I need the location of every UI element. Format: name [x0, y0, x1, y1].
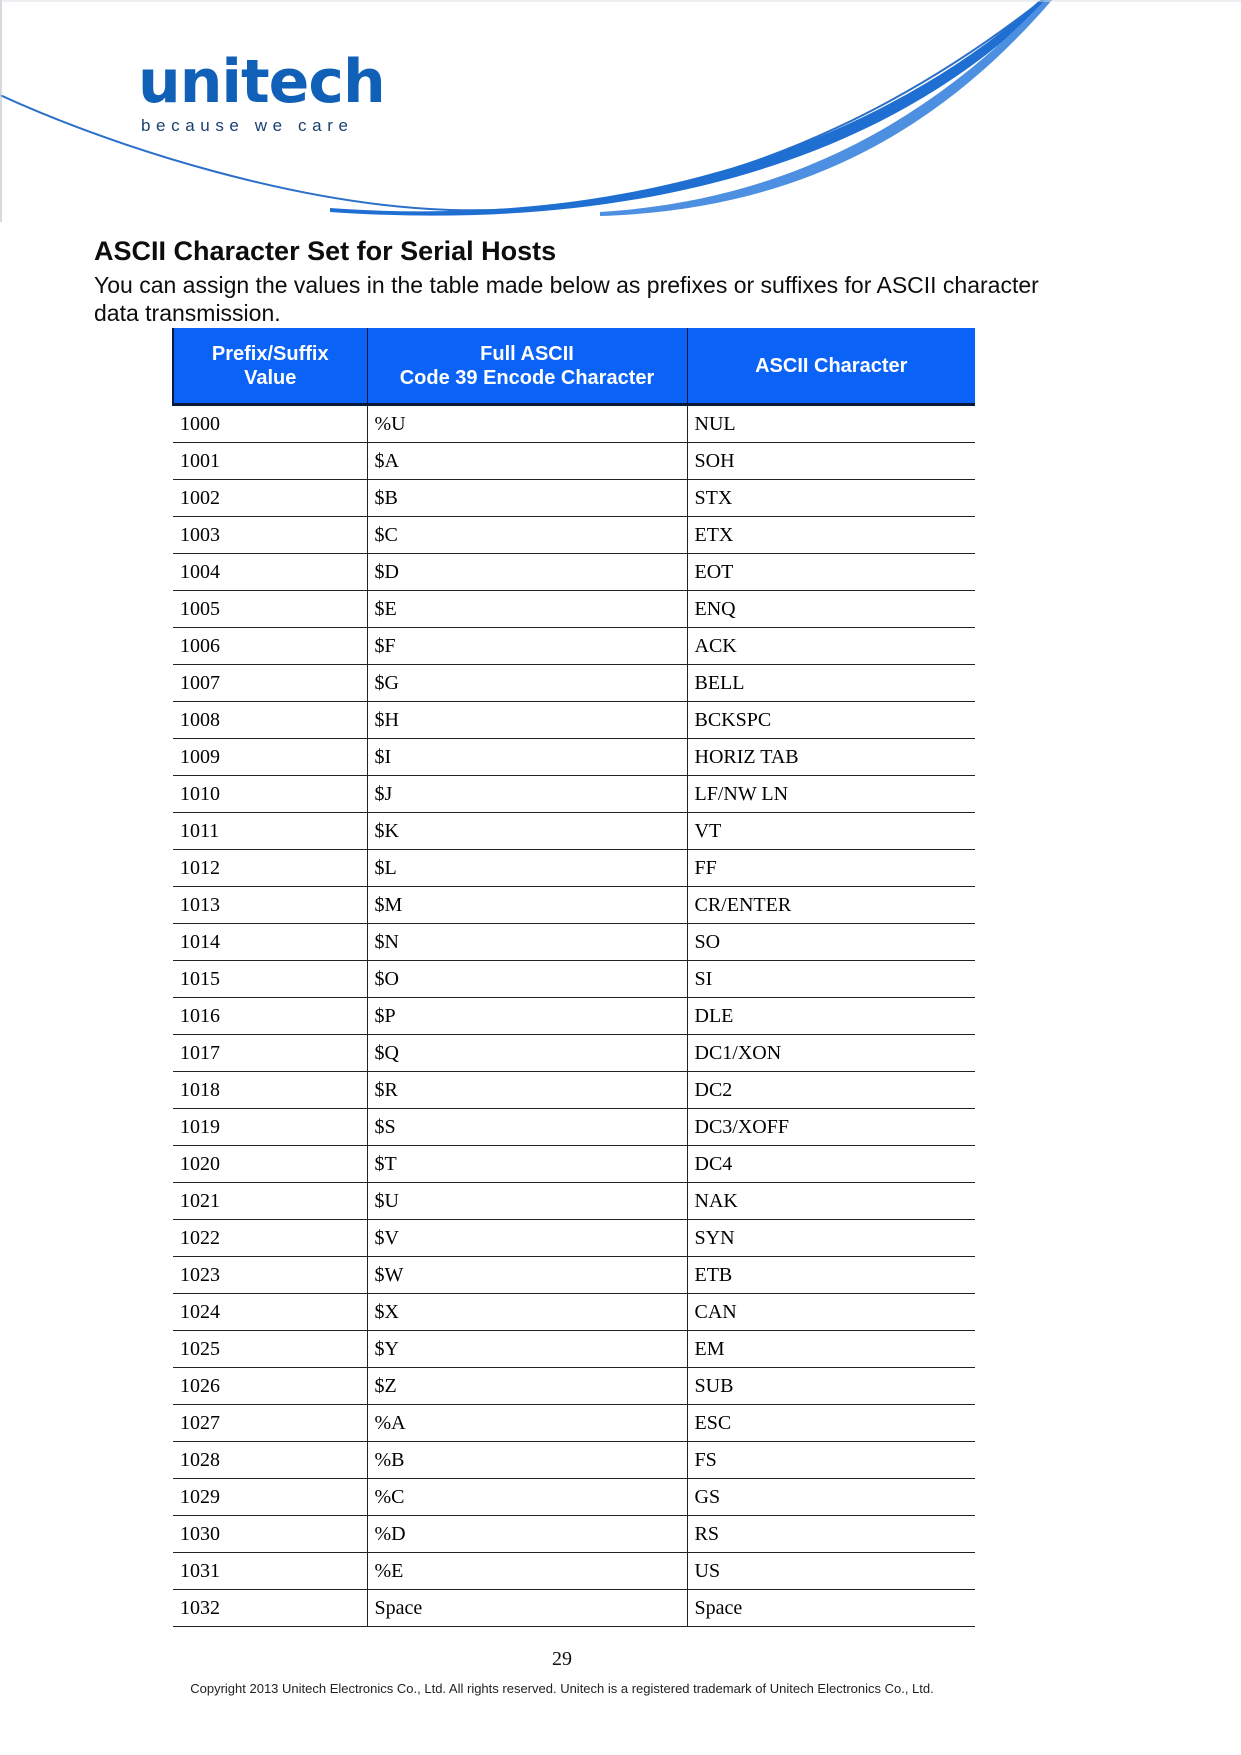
table-row: [173, 1442, 975, 1479]
cell-prefix-suffix-value: 1007: [173, 665, 367, 702]
cell-prefix-suffix-value: 1017: [173, 1035, 367, 1072]
cell-code39-encode: $B: [367, 480, 687, 517]
table-row: [173, 1590, 975, 1627]
cell-prefix-suffix-value: 1025: [173, 1331, 367, 1368]
table-row: [173, 1257, 975, 1294]
table-row: [173, 702, 975, 739]
cell-code39-encode: $Q: [367, 1035, 687, 1072]
cell-ascii-character: EM: [687, 1331, 975, 1368]
cell-code39-encode: $L: [367, 850, 687, 887]
section-title: ASCII Character Set for Serial Hosts: [94, 236, 557, 266]
cell-prefix-suffix-value: 1028: [173, 1442, 367, 1479]
table-row: [173, 739, 975, 776]
cell-code39-encode: $X: [367, 1294, 687, 1331]
ascii-table-container: [172, 328, 974, 1627]
cell-prefix-suffix-value: 1000: [173, 405, 367, 443]
cell-code39-encode: $A: [367, 443, 687, 480]
table-row: [173, 1294, 975, 1331]
table-row: [173, 1479, 975, 1516]
table-row: [173, 443, 975, 480]
header-col1-line2: Value: [244, 366, 297, 389]
table-row: [173, 961, 975, 998]
cell-ascii-character: SYN: [687, 1220, 975, 1257]
cell-prefix-suffix-value: 1004: [173, 554, 367, 591]
cell-ascii-character: US: [687, 1553, 975, 1590]
cell-ascii-character: DC1/XON: [687, 1035, 975, 1072]
cell-code39-encode: %D: [367, 1516, 687, 1553]
table-row: [173, 1220, 975, 1257]
table-row: [173, 1516, 975, 1553]
header-col1-line1: Prefix/Suffix: [211, 342, 329, 365]
cell-ascii-character: ENQ: [687, 591, 975, 628]
header-col2-line2: Code 39 Encode Character: [399, 366, 655, 389]
header-full-ascii: [367, 328, 687, 405]
cell-prefix-suffix-value: 1010: [173, 776, 367, 813]
cell-ascii-character: NUL: [687, 405, 975, 443]
table-row: [173, 1405, 975, 1442]
cell-prefix-suffix-value: 1011: [173, 813, 367, 850]
table-row: [173, 1368, 975, 1405]
cell-ascii-character: Space: [687, 1590, 975, 1627]
cell-ascii-character: STX: [687, 480, 975, 517]
table-row: [173, 517, 975, 554]
cell-code39-encode: $M: [367, 887, 687, 924]
thick-swoosh-highlight: [600, 0, 1052, 216]
cell-code39-encode: $E: [367, 591, 687, 628]
cell-code39-encode: %C: [367, 1479, 687, 1516]
thick-swoosh-band: [330, 0, 1048, 216]
cell-code39-encode: $F: [367, 628, 687, 665]
table-row: [173, 850, 975, 887]
cell-prefix-suffix-value: 1019: [173, 1109, 367, 1146]
header-col2-line1: Full ASCII: [480, 342, 574, 365]
cell-code39-encode: $H: [367, 702, 687, 739]
cell-prefix-suffix-value: 1005: [173, 591, 367, 628]
table-row: [173, 591, 975, 628]
cell-code39-encode: $I: [367, 739, 687, 776]
header-col3: ASCII Character: [755, 354, 908, 377]
cell-ascii-character: CR/ENTER: [687, 887, 975, 924]
cell-code39-encode: Space: [367, 1590, 687, 1627]
cell-ascii-character: RS: [687, 1516, 975, 1553]
table-row: [173, 1331, 975, 1368]
cell-prefix-suffix-value: 1016: [173, 998, 367, 1035]
cell-ascii-character: ESC: [687, 1405, 975, 1442]
cell-code39-encode: $R: [367, 1072, 687, 1109]
cell-prefix-suffix-value: 1012: [173, 850, 367, 887]
table-row: [173, 1035, 975, 1072]
cell-prefix-suffix-value: 1006: [173, 628, 367, 665]
table-row: [173, 480, 975, 517]
cell-prefix-suffix-value: 1018: [173, 1072, 367, 1109]
cell-ascii-character: DC4: [687, 1146, 975, 1183]
cell-ascii-character: DC2: [687, 1072, 975, 1109]
cell-prefix-suffix-value: 1027: [173, 1405, 367, 1442]
cell-prefix-suffix-value: 1026: [173, 1368, 367, 1405]
table-row: [173, 554, 975, 591]
cell-ascii-character: FF: [687, 850, 975, 887]
cell-ascii-character: ETB: [687, 1257, 975, 1294]
header-prefix-suffix-value: [173, 328, 367, 405]
cell-code39-encode: $C: [367, 517, 687, 554]
cell-prefix-suffix-value: 1015: [173, 961, 367, 998]
cell-code39-encode: $O: [367, 961, 687, 998]
cell-ascii-character: NAK: [687, 1183, 975, 1220]
cell-prefix-suffix-value: 1014: [173, 924, 367, 961]
table-header-row: [173, 328, 975, 405]
cell-ascii-character: SUB: [687, 1368, 975, 1405]
cell-ascii-character: ACK: [687, 628, 975, 665]
cell-prefix-suffix-value: 1009: [173, 739, 367, 776]
cell-ascii-character: LF/NW LN: [687, 776, 975, 813]
cell-ascii-character: CAN: [687, 1294, 975, 1331]
cell-prefix-suffix-value: 1032: [173, 1590, 367, 1627]
ascii-table: [172, 328, 975, 1627]
cell-prefix-suffix-value: 1001: [173, 443, 367, 480]
cell-code39-encode: $J: [367, 776, 687, 813]
table-row: [173, 405, 975, 443]
cell-code39-encode: $W: [367, 1257, 687, 1294]
cell-prefix-suffix-value: 1020: [173, 1146, 367, 1183]
logo-tagline: because we care: [141, 116, 354, 135]
table-body: [173, 405, 975, 1627]
cell-code39-encode: $Y: [367, 1331, 687, 1368]
table-row: [173, 813, 975, 850]
table-row: [173, 1072, 975, 1109]
cell-code39-encode: $G: [367, 665, 687, 702]
cell-prefix-suffix-value: 1002: [173, 480, 367, 517]
table-row: [173, 1553, 975, 1590]
cell-prefix-suffix-value: 1008: [173, 702, 367, 739]
cell-ascii-character: HORIZ TAB: [687, 739, 975, 776]
cell-prefix-suffix-value: 1013: [173, 887, 367, 924]
cell-code39-encode: $D: [367, 554, 687, 591]
cell-code39-encode: $U: [367, 1183, 687, 1220]
logo-wordmark: unitech: [138, 47, 385, 117]
table-row: [173, 665, 975, 702]
cell-prefix-suffix-value: 1003: [173, 517, 367, 554]
cell-code39-encode: %A: [367, 1405, 687, 1442]
cell-ascii-character: DC3/XOFF: [687, 1109, 975, 1146]
cell-code39-encode: $S: [367, 1109, 687, 1146]
cell-code39-encode: %B: [367, 1442, 687, 1479]
cell-code39-encode: $Z: [367, 1368, 687, 1405]
copyright-notice: Copyright 2013 Unitech Electronics Co., Ltd. All rights reserved. Unitech is a registered trademark of Unitech Electronics Co., Ltd.: [190, 1681, 934, 1696]
cell-code39-encode: %U: [367, 405, 687, 443]
page-number: 29: [552, 1648, 572, 1670]
cell-prefix-suffix-value: 1023: [173, 1257, 367, 1294]
cell-ascii-character: SOH: [687, 443, 975, 480]
table-row: [173, 924, 975, 961]
cell-ascii-character: DLE: [687, 998, 975, 1035]
table-row: [173, 887, 975, 924]
table-row: [173, 1109, 975, 1146]
unitech-logo: [138, 47, 385, 136]
table-row: [173, 998, 975, 1035]
header-ascii-character: [687, 328, 975, 405]
cell-ascii-character: BCKSPC: [687, 702, 975, 739]
cell-prefix-suffix-value: 1021: [173, 1183, 367, 1220]
cell-code39-encode: $V: [367, 1220, 687, 1257]
cell-ascii-character: BELL: [687, 665, 975, 702]
cell-code39-encode: $N: [367, 924, 687, 961]
section-intro: You can assign the values in the table made below as prefixes or suffixes for ASCII character data transmission.: [94, 272, 1039, 326]
cell-ascii-character: FS: [687, 1442, 975, 1479]
cell-prefix-suffix-value: 1031: [173, 1553, 367, 1590]
cell-prefix-suffix-value: 1030: [173, 1516, 367, 1553]
cell-prefix-suffix-value: 1029: [173, 1479, 367, 1516]
table-row: [173, 776, 975, 813]
cell-code39-encode: $P: [367, 998, 687, 1035]
cell-code39-encode: %E: [367, 1553, 687, 1590]
cell-ascii-character: ETX: [687, 517, 975, 554]
table-row: [173, 1183, 975, 1220]
table-row: [173, 628, 975, 665]
cell-ascii-character: SI: [687, 961, 975, 998]
cell-ascii-character: EOT: [687, 554, 975, 591]
cell-ascii-character: SO: [687, 924, 975, 961]
cell-ascii-character: GS: [687, 1479, 975, 1516]
cell-prefix-suffix-value: 1024: [173, 1294, 367, 1331]
cell-ascii-character: VT: [687, 813, 975, 850]
cell-code39-encode: $K: [367, 813, 687, 850]
table-row: [173, 1146, 975, 1183]
cell-code39-encode: $T: [367, 1146, 687, 1183]
cell-prefix-suffix-value: 1022: [173, 1220, 367, 1257]
